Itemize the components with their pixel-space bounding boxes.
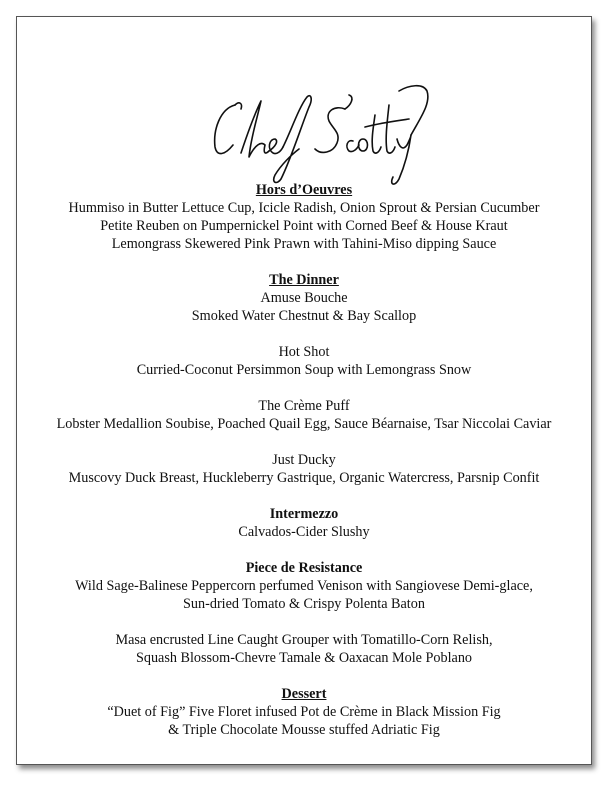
hors-item-2: Petite Reuben on Pumpernickel Point with Corned Beef & House Kraut — [100, 218, 508, 234]
spacer — [17, 541, 591, 559]
chef-signature — [195, 75, 445, 195]
course-desc-just-ducky: Muscovy Duck Breast, Huckleberry Gastrique, Organic Watercress, Parsnip Confit — [68, 470, 540, 486]
dessert-line-2: & Triple Chocolate Mousse stuffed Adriatic Fig — [168, 722, 440, 738]
dessert-line-1: “Duet of Fig” Five Floret infused Pot de Crème in Black Mission Fig — [107, 704, 501, 720]
menu-page — [16, 16, 592, 765]
hors-item-3: Lemongrass Skewered Pink Prawn with Tahini-Miso dipping Sauce — [111, 236, 497, 252]
resistance-option2-line2: Squash Blossom-Chevre Tamale & Oaxacan Mole Poblano — [135, 650, 473, 666]
course-name-hot-shot: Hot Shot — [278, 344, 330, 360]
intermezzo-desc: Calvados-Cider Slushy — [238, 524, 370, 540]
course-name-amuse-bouche: Amuse Bouche — [260, 290, 348, 306]
section-title-the-dinner: The Dinner — [269, 272, 339, 288]
section-title-dessert: Dessert — [281, 686, 327, 702]
resistance-option2-line1: Masa encrusted Line Caught Grouper with Tomatillo-Corn Relish, — [115, 632, 493, 648]
hors-item-1: Hummiso in Butter Lettuce Cup, Icicle Radish, Onion Sprout & Persian Cucumber — [68, 200, 540, 216]
spacer — [17, 613, 591, 631]
course-desc-amuse-bouche: Smoked Water Chestnut & Bay Scallop — [191, 308, 417, 324]
spacer — [17, 379, 591, 397]
resistance-option1-line1: Wild Sage-Balinese Peppercorn perfumed Venison with Sangiovese Demi-glace, — [75, 578, 533, 594]
spacer — [17, 325, 591, 343]
menu-content — [17, 181, 591, 739]
course-name-creme-puff: The Crème Puff — [258, 398, 350, 414]
spacer — [17, 253, 591, 271]
spacer — [17, 487, 591, 505]
section-title-intermezzo: Intermezzo — [269, 506, 339, 522]
course-name-just-ducky: Just Ducky — [272, 452, 336, 468]
spacer — [17, 433, 591, 451]
spacer — [17, 667, 591, 685]
section-title-piece-de-resistance: Piece de Resistance — [245, 560, 363, 576]
course-desc-creme-puff: Lobster Medallion Soubise, Poached Quail Egg, Sauce Béarnaise, Tsar Niccolai Caviar — [56, 416, 552, 432]
course-desc-hot-shot: Curried-Coconut Persimmon Soup with Lemongrass Snow — [136, 362, 472, 378]
resistance-option1-line2: Sun-dried Tomato & Crispy Polenta Baton — [183, 596, 425, 612]
section-title-hors-doeuvres: Hors d’Oeuvres — [255, 182, 353, 198]
signature-drawing — [195, 75, 445, 195]
